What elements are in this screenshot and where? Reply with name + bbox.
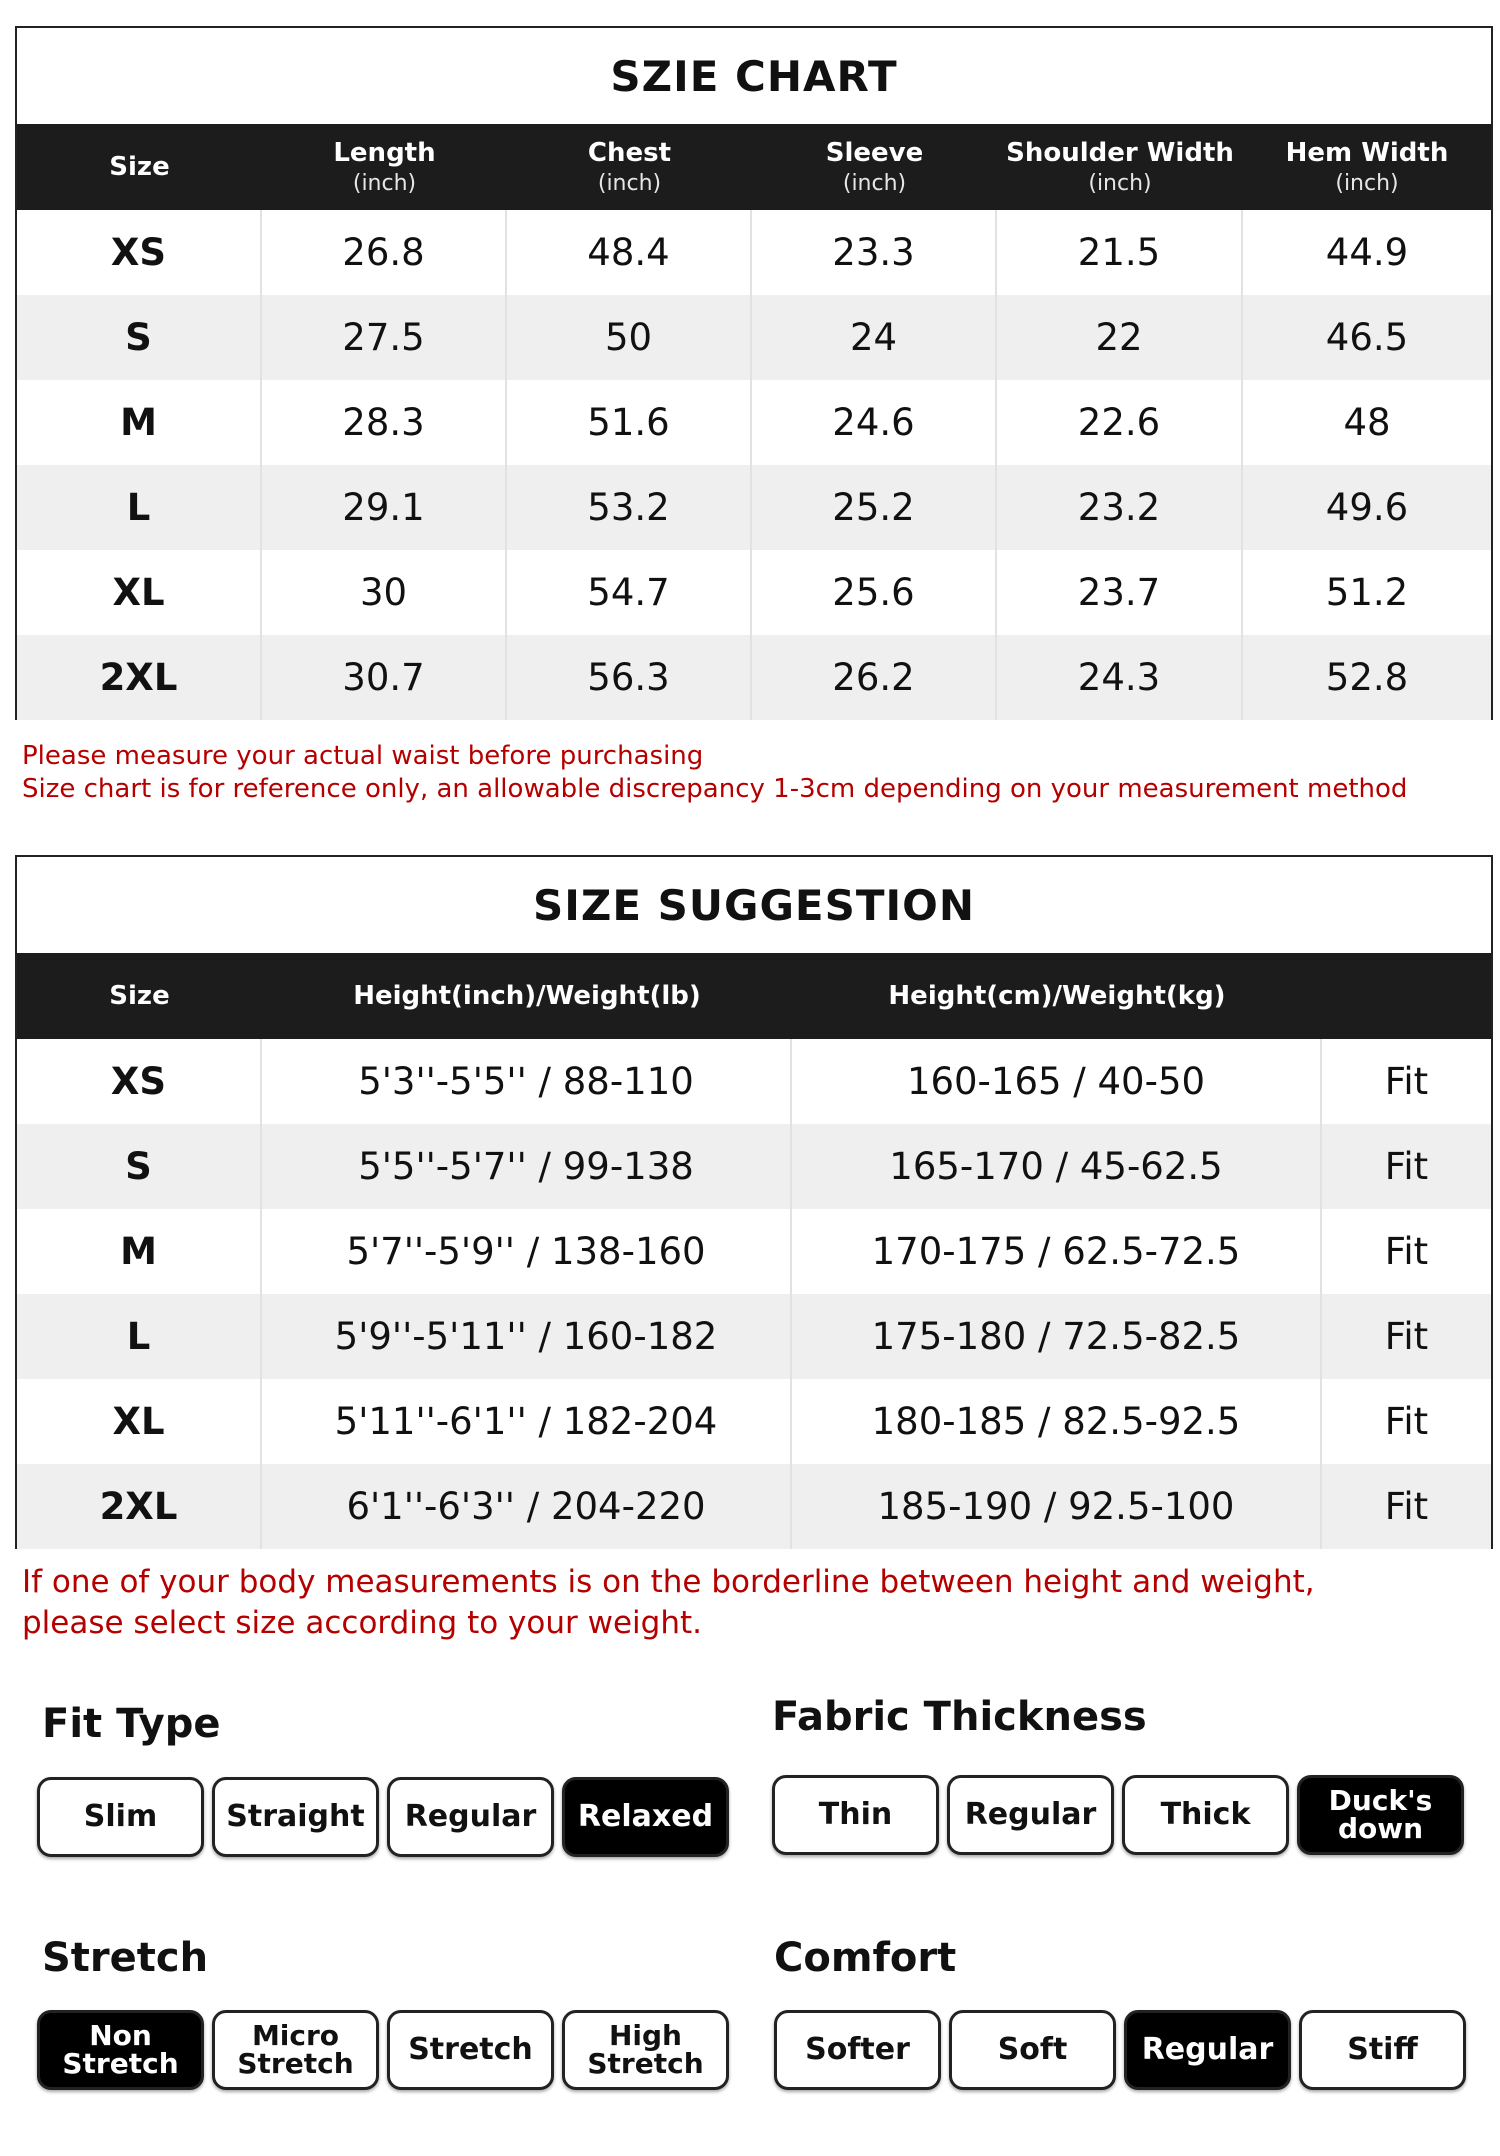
imperial-range-cell: 5'11''-6'1'' / 182-204	[262, 1379, 792, 1464]
measurement-cell: 26.2	[752, 635, 997, 720]
measurement-cell: 23.2	[997, 465, 1243, 550]
size-suggestion-body	[17, 1039, 1491, 1549]
comfort-option-regular[interactable]: Regular	[1124, 2010, 1291, 2090]
table-row	[17, 380, 1491, 465]
measurement-cell: 26.8	[262, 210, 507, 295]
header-sleeve	[752, 124, 997, 210]
measurement-cell: 24.3	[997, 635, 1243, 720]
header-size: Size	[109, 980, 170, 1011]
fit-type-options	[37, 1777, 729, 1857]
fit-cell: Fit	[1384, 1400, 1429, 1443]
size-chart-notes	[22, 740, 1407, 806]
header-unit: (inch)	[1088, 170, 1152, 196]
imperial-range-cell: 5'3''-5'5'' / 88-110	[262, 1039, 792, 1124]
fit-type-option-relaxed[interactable]: Relaxed	[562, 1777, 729, 1857]
stretch-option-high-stretch[interactable]: High Stretch	[562, 2010, 729, 2090]
measurement-cell: 30	[262, 550, 507, 635]
table-row	[17, 1124, 1491, 1209]
size-cell: 2XL	[17, 635, 262, 720]
measurement-cell: 22	[997, 295, 1243, 380]
header-length	[262, 124, 507, 210]
fabric-thickness-option-duck-s-down[interactable]: Duck's down	[1297, 1775, 1464, 1855]
header-unit: (inch)	[1335, 170, 1399, 196]
fit-cell: Fit	[1384, 1315, 1429, 1358]
table-row	[17, 635, 1491, 720]
size-suggestion-notes	[22, 1562, 1315, 1644]
measurement-cell: 25.6	[752, 550, 997, 635]
fit-type-title: Fit Type	[42, 1701, 221, 1747]
metric-range-cell: 180-185 / 82.5-92.5	[792, 1379, 1322, 1464]
table-row	[17, 1209, 1491, 1294]
metric-range-cell: 170-175 / 62.5-72.5	[792, 1209, 1322, 1294]
size-cell: M	[17, 380, 262, 465]
comfort-option-soft[interactable]: Soft	[949, 2010, 1116, 2090]
measurement-cell: 23.7	[997, 550, 1243, 635]
header-label: Chest	[587, 138, 672, 168]
header-chest	[507, 124, 752, 210]
comfort-option-stiff[interactable]: Stiff	[1299, 2010, 1466, 2090]
measurement-cell: 52.8	[1325, 656, 1409, 699]
measurement-cell: 30.7	[262, 635, 507, 720]
size-suggestion-header-row	[17, 953, 1491, 1039]
size-cell: L	[17, 465, 262, 550]
header-hem-width	[1243, 124, 1491, 210]
size-cell: XL	[17, 1379, 262, 1464]
header-size	[17, 124, 262, 210]
table-row	[17, 465, 1491, 550]
table-row	[17, 1464, 1491, 1549]
comfort-option-softer[interactable]: Softer	[774, 2010, 941, 2090]
measurement-cell: 49.6	[1325, 486, 1409, 529]
measurement-cell: 22.6	[997, 380, 1243, 465]
fabric-thickness-option-thin[interactable]: Thin	[772, 1775, 939, 1855]
metric-range-cell: 165-170 / 45-62.5	[792, 1124, 1322, 1209]
size-cell: S	[17, 1124, 262, 1209]
stretch-option-non-stretch[interactable]: Non Stretch	[37, 2010, 204, 2090]
measurement-cell: 44.9	[1325, 231, 1409, 274]
fit-cell: Fit	[1384, 1060, 1429, 1103]
measurement-cell: 29.1	[262, 465, 507, 550]
size-chart-table	[15, 26, 1493, 720]
size-cell: XL	[17, 550, 262, 635]
header-height-cm-weight-kg: Height(cm)/Weight(kg)	[888, 980, 1226, 1011]
fit-cell: Fit	[1384, 1230, 1429, 1273]
stretch-options	[37, 2010, 729, 2090]
fit-type-option-straight[interactable]: Straight	[212, 1777, 379, 1857]
measurement-cell: 54.7	[507, 550, 752, 635]
measurement-cell: 56.3	[507, 635, 752, 720]
measurement-cell: 24.6	[752, 380, 997, 465]
note-line: please select size according to your weight.	[22, 1605, 702, 1641]
measurement-cell: 48	[1343, 401, 1391, 444]
metric-range-cell: 160-165 / 40-50	[792, 1039, 1322, 1124]
header-unit: (inch)	[352, 170, 417, 196]
header-label: Length	[333, 138, 436, 168]
table-row	[17, 295, 1491, 380]
note-line: Size chart is for reference only, an allowable discrepancy 1-3cm depending on your measurement method	[22, 774, 1408, 804]
size-suggestion-title: SIZE SUGGESTION	[532, 880, 975, 930]
measurement-cell: 24	[752, 295, 997, 380]
table-row	[17, 550, 1491, 635]
stretch-title: Stretch	[42, 1935, 209, 1981]
size-cell: 2XL	[17, 1464, 262, 1549]
measurement-cell: 21.5	[997, 210, 1243, 295]
fabric-thickness-option-thick[interactable]: Thick	[1122, 1775, 1289, 1855]
header-unit: (inch)	[597, 170, 662, 196]
header-label: Hem Width	[1285, 138, 1449, 168]
comfort-title: Comfort	[774, 1935, 957, 1981]
note-line: Please measure your actual waist before purchasing	[22, 741, 704, 771]
measurement-cell: 48.4	[507, 210, 752, 295]
fabric-thickness-title: Fabric Thickness	[772, 1694, 1147, 1740]
table-row	[17, 210, 1491, 295]
header-shoulder-width	[997, 124, 1243, 210]
header-label: Sleeve	[825, 138, 924, 168]
table-row	[17, 1039, 1491, 1124]
table-row	[17, 1294, 1491, 1379]
size-chart-title: SZIE CHART	[610, 51, 898, 101]
stretch-option-stretch[interactable]: Stretch	[387, 2010, 554, 2090]
header-unit: (inch)	[842, 170, 907, 196]
fit-type-option-regular[interactable]: Regular	[387, 1777, 554, 1857]
measurement-cell: 27.5	[262, 295, 507, 380]
note-line: If one of your body measurements is on the borderline between height and weight,	[22, 1564, 1315, 1600]
table-row	[17, 1379, 1491, 1464]
measurement-cell: 51.2	[1325, 571, 1409, 614]
header-label: Shoulder Width	[1006, 138, 1234, 168]
comfort-options	[774, 2010, 1466, 2090]
measurement-cell: 23.3	[752, 210, 997, 295]
stretch-option-micro-stretch[interactable]: Micro Stretch	[212, 2010, 379, 2090]
size-chart-body	[17, 210, 1491, 720]
size-cell: S	[17, 295, 262, 380]
size-chart-header-row	[17, 124, 1491, 210]
measurement-cell: 51.6	[507, 380, 752, 465]
metric-range-cell: 185-190 / 92.5-100	[792, 1464, 1322, 1549]
size-cell: L	[17, 1294, 262, 1379]
size-suggestion-table	[15, 855, 1493, 1549]
measurement-cell: 46.5	[1325, 316, 1409, 359]
header-height-inch-weight-lb: Height(inch)/Weight(lb)	[353, 980, 701, 1011]
fit-cell: Fit	[1384, 1485, 1429, 1528]
measurement-cell: 53.2	[507, 465, 752, 550]
fit-cell: Fit	[1384, 1145, 1429, 1188]
measurement-cell: 50	[507, 295, 752, 380]
measurement-cell: 25.2	[752, 465, 997, 550]
size-cell: XS	[17, 1039, 262, 1124]
header-label: Size	[109, 151, 170, 182]
imperial-range-cell: 5'7''-5'9'' / 138-160	[262, 1209, 792, 1294]
metric-range-cell: 175-180 / 72.5-82.5	[792, 1294, 1322, 1379]
size-cell: XS	[17, 210, 262, 295]
header-fit	[1322, 953, 1491, 1039]
measurement-cell: 28.3	[262, 380, 507, 465]
imperial-range-cell: 6'1''-6'3'' / 204-220	[262, 1464, 792, 1549]
fabric-thickness-option-regular[interactable]: Regular	[947, 1775, 1114, 1855]
size-cell: M	[17, 1209, 262, 1294]
imperial-range-cell: 5'9''-5'11'' / 160-182	[262, 1294, 792, 1379]
fabric-thickness-options	[772, 1775, 1464, 1855]
fit-type-option-slim[interactable]: Slim	[37, 1777, 204, 1857]
imperial-range-cell: 5'5''-5'7'' / 99-138	[262, 1124, 792, 1209]
